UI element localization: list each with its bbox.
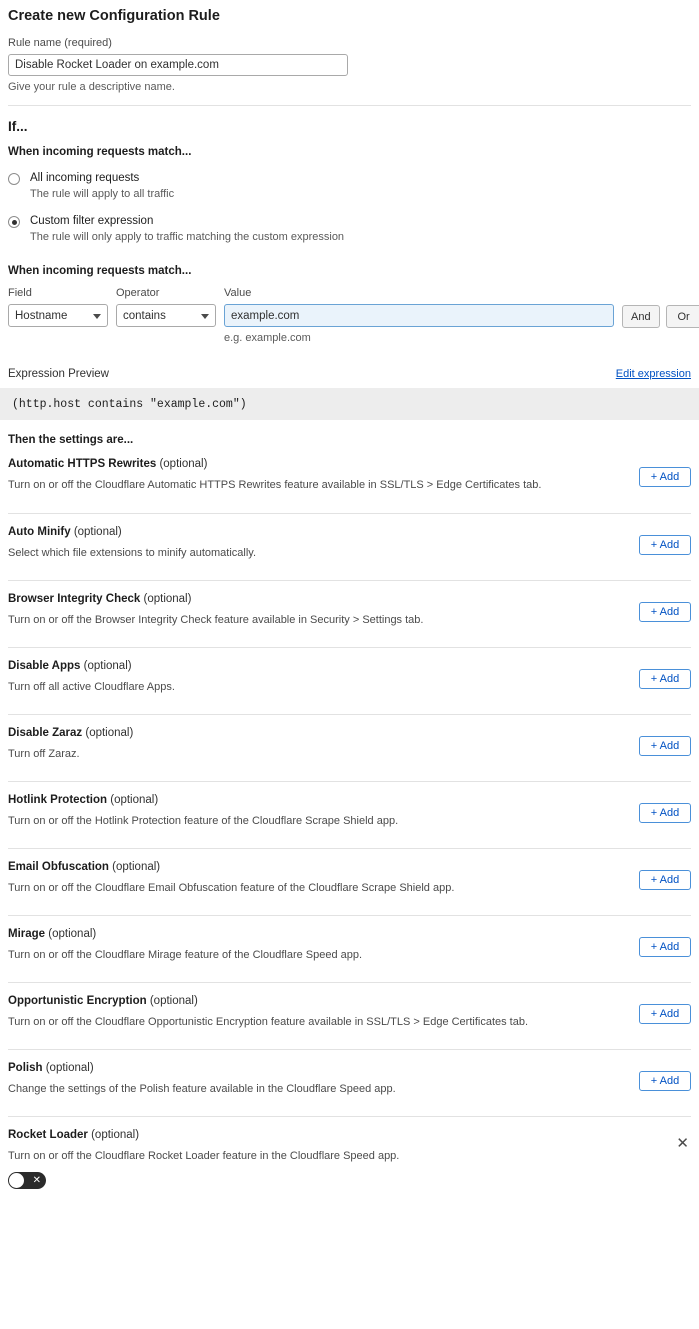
setting-title <box>8 794 691 806</box>
field-column <box>8 287 108 327</box>
setting-name: Hotlink Protection <box>8 794 108 806</box>
setting-description: Turn on or off the Cloudflare Opportunistic Encryption feature available in SSL/TLS > Edge Certificates tab. <box>8 1016 529 1028</box>
setting-description: Turn off all active Cloudflare Apps. <box>8 681 175 693</box>
setting-title <box>8 995 691 1007</box>
edit-expression-link[interactable]: Edit expression <box>615 368 691 380</box>
operator-column <box>116 287 216 327</box>
radio-option-all-requests[interactable] <box>8 171 691 200</box>
setting-opportunistic-encryption <box>8 982 691 1049</box>
setting-auto-minify <box>8 513 691 580</box>
setting-email-obfuscation <box>8 848 691 915</box>
setting-disable-zaraz <box>8 714 691 781</box>
setting-description: Turn on or off the Cloudflare Rocket Loader feature in the Cloudflare Speed app. <box>8 1150 400 1162</box>
setting-name: Disable Apps <box>8 660 81 672</box>
logic-buttons <box>622 305 699 328</box>
value-help: e.g. example.com <box>224 332 311 344</box>
rule-name-group <box>8 37 691 93</box>
radio-label: Custom filter expression <box>30 215 154 227</box>
operator-select[interactable] <box>116 304 216 327</box>
if-section-heading: If... <box>8 119 28 134</box>
radio-icon[interactable] <box>8 173 20 185</box>
if-subheading: When incoming requests match... <box>8 146 192 158</box>
setting-name: Auto Minify <box>8 526 71 538</box>
setting-title <box>8 660 691 672</box>
setting-optional: (optional) <box>143 593 192 605</box>
setting-name: Browser Integrity Check <box>8 593 141 605</box>
setting-name: Disable Zaraz <box>8 727 83 739</box>
setting-title <box>8 727 691 739</box>
chevron-down-icon <box>201 314 209 319</box>
setting-browser-integrity-check <box>8 580 691 647</box>
configuration-rule-form <box>0 0 699 380</box>
setting-title <box>8 1062 691 1074</box>
operator-label: Operator <box>116 287 160 299</box>
radio-icon-selected[interactable] <box>8 216 20 228</box>
add-button[interactable]: + Add <box>639 602 691 622</box>
then-section <box>0 434 699 1201</box>
radio-description: The rule will apply to all traffic <box>30 188 175 200</box>
add-button[interactable]: + Add <box>639 736 691 756</box>
add-button[interactable]: + Add <box>639 870 691 890</box>
value-column <box>224 287 614 344</box>
add-button[interactable]: + Add <box>639 669 691 689</box>
add-button[interactable]: + Add <box>639 937 691 957</box>
setting-optional: (optional) <box>112 861 161 873</box>
setting-description: Turn on or off the Browser Integrity Check feature available in Security > Settings tab. <box>8 614 424 626</box>
setting-title <box>8 1129 691 1141</box>
setting-optional: (optional) <box>110 794 159 806</box>
setting-description: Turn off Zaraz. <box>8 748 80 760</box>
field-label: Field <box>8 287 32 299</box>
setting-name: Automatic HTTPS Rewrites <box>8 458 157 470</box>
value-input[interactable] <box>224 304 614 327</box>
rule-name-label: Rule name (required) <box>8 37 112 49</box>
add-button[interactable]: + Add <box>639 1004 691 1024</box>
setting-rocket-loader <box>8 1116 691 1201</box>
or-button[interactable]: Or <box>666 305 699 328</box>
setting-name: Opportunistic Encryption <box>8 995 147 1007</box>
setting-automatic-https-rewrites <box>8 446 691 513</box>
expression-preview-header <box>8 368 691 380</box>
setting-optional: (optional) <box>91 1129 140 1141</box>
and-button[interactable]: And <box>622 305 660 328</box>
setting-description: Change the settings of the Polish feature available in the Cloudflare Speed app. <box>8 1083 396 1095</box>
expression-builder-heading: When incoming requests match... <box>8 265 192 277</box>
setting-optional: (optional) <box>149 995 198 1007</box>
rule-name-input[interactable] <box>8 54 348 76</box>
operator-select-value: contains <box>123 309 166 322</box>
radio-label: All incoming requests <box>30 172 140 184</box>
setting-description: Select which file extensions to minify automatically. <box>8 547 257 559</box>
toggle-off-icon: ✕ <box>32 1175 41 1186</box>
setting-title <box>8 526 691 538</box>
field-select-value: Hostname <box>15 309 68 322</box>
chevron-down-icon <box>93 314 101 319</box>
add-button[interactable]: + Add <box>639 467 691 487</box>
divider <box>8 105 691 106</box>
setting-hotlink-protection <box>8 781 691 848</box>
setting-mirage <box>8 915 691 982</box>
setting-optional: (optional) <box>73 526 122 538</box>
setting-title <box>8 458 691 470</box>
value-label: Value <box>224 287 252 299</box>
field-select[interactable] <box>8 304 108 327</box>
setting-optional: (optional) <box>83 660 132 672</box>
setting-title <box>8 928 691 940</box>
setting-optional: (optional) <box>45 1062 94 1074</box>
setting-name: Rocket Loader <box>8 1129 88 1141</box>
page-title: Create new Configuration Rule <box>8 8 220 24</box>
setting-name: Polish <box>8 1062 43 1074</box>
expression-preview-box: (http.host contains "example.com") <box>0 388 699 420</box>
setting-description: Turn on or off the Cloudflare Email Obfuscation feature of the Cloudflare Scrape Shield app. <box>8 882 455 894</box>
radio-option-custom-filter[interactable] <box>8 214 691 243</box>
rule-name-help: Give your rule a descriptive name. <box>8 81 175 93</box>
setting-title <box>8 593 691 605</box>
setting-name: Email Obfuscation <box>8 861 109 873</box>
expression-preview-label: Expression Preview <box>8 368 109 380</box>
add-button[interactable]: + Add <box>639 1071 691 1091</box>
add-button[interactable]: + Add <box>639 803 691 823</box>
then-heading: Then the settings are... <box>8 434 134 446</box>
setting-polish <box>8 1049 691 1116</box>
setting-description: Turn on or off the Hotlink Protection feature of the Cloudflare Scrape Shield app. <box>8 815 399 827</box>
setting-description: Turn on or off the Cloudflare Automatic HTTPS Rewrites feature available in SSL/TLS > Edge Certificates tab. <box>8 479 542 491</box>
close-icon[interactable]: ✕ <box>676 1135 689 1152</box>
setting-name: Mirage <box>8 928 46 940</box>
setting-disable-apps <box>8 647 691 714</box>
rocket-loader-toggle[interactable] <box>8 1172 46 1189</box>
setting-optional: (optional) <box>48 928 97 940</box>
add-button[interactable]: + Add <box>639 535 691 555</box>
setting-optional: (optional) <box>159 458 208 470</box>
radio-description: The rule will only apply to traffic matching the custom expression <box>30 231 345 243</box>
setting-title <box>8 861 691 873</box>
toggle-knob <box>9 1173 24 1188</box>
setting-optional: (optional) <box>85 727 134 739</box>
setting-description: Turn on or off the Cloudflare Mirage feature of the Cloudflare Speed app. <box>8 949 363 961</box>
expression-builder-row <box>8 287 691 344</box>
